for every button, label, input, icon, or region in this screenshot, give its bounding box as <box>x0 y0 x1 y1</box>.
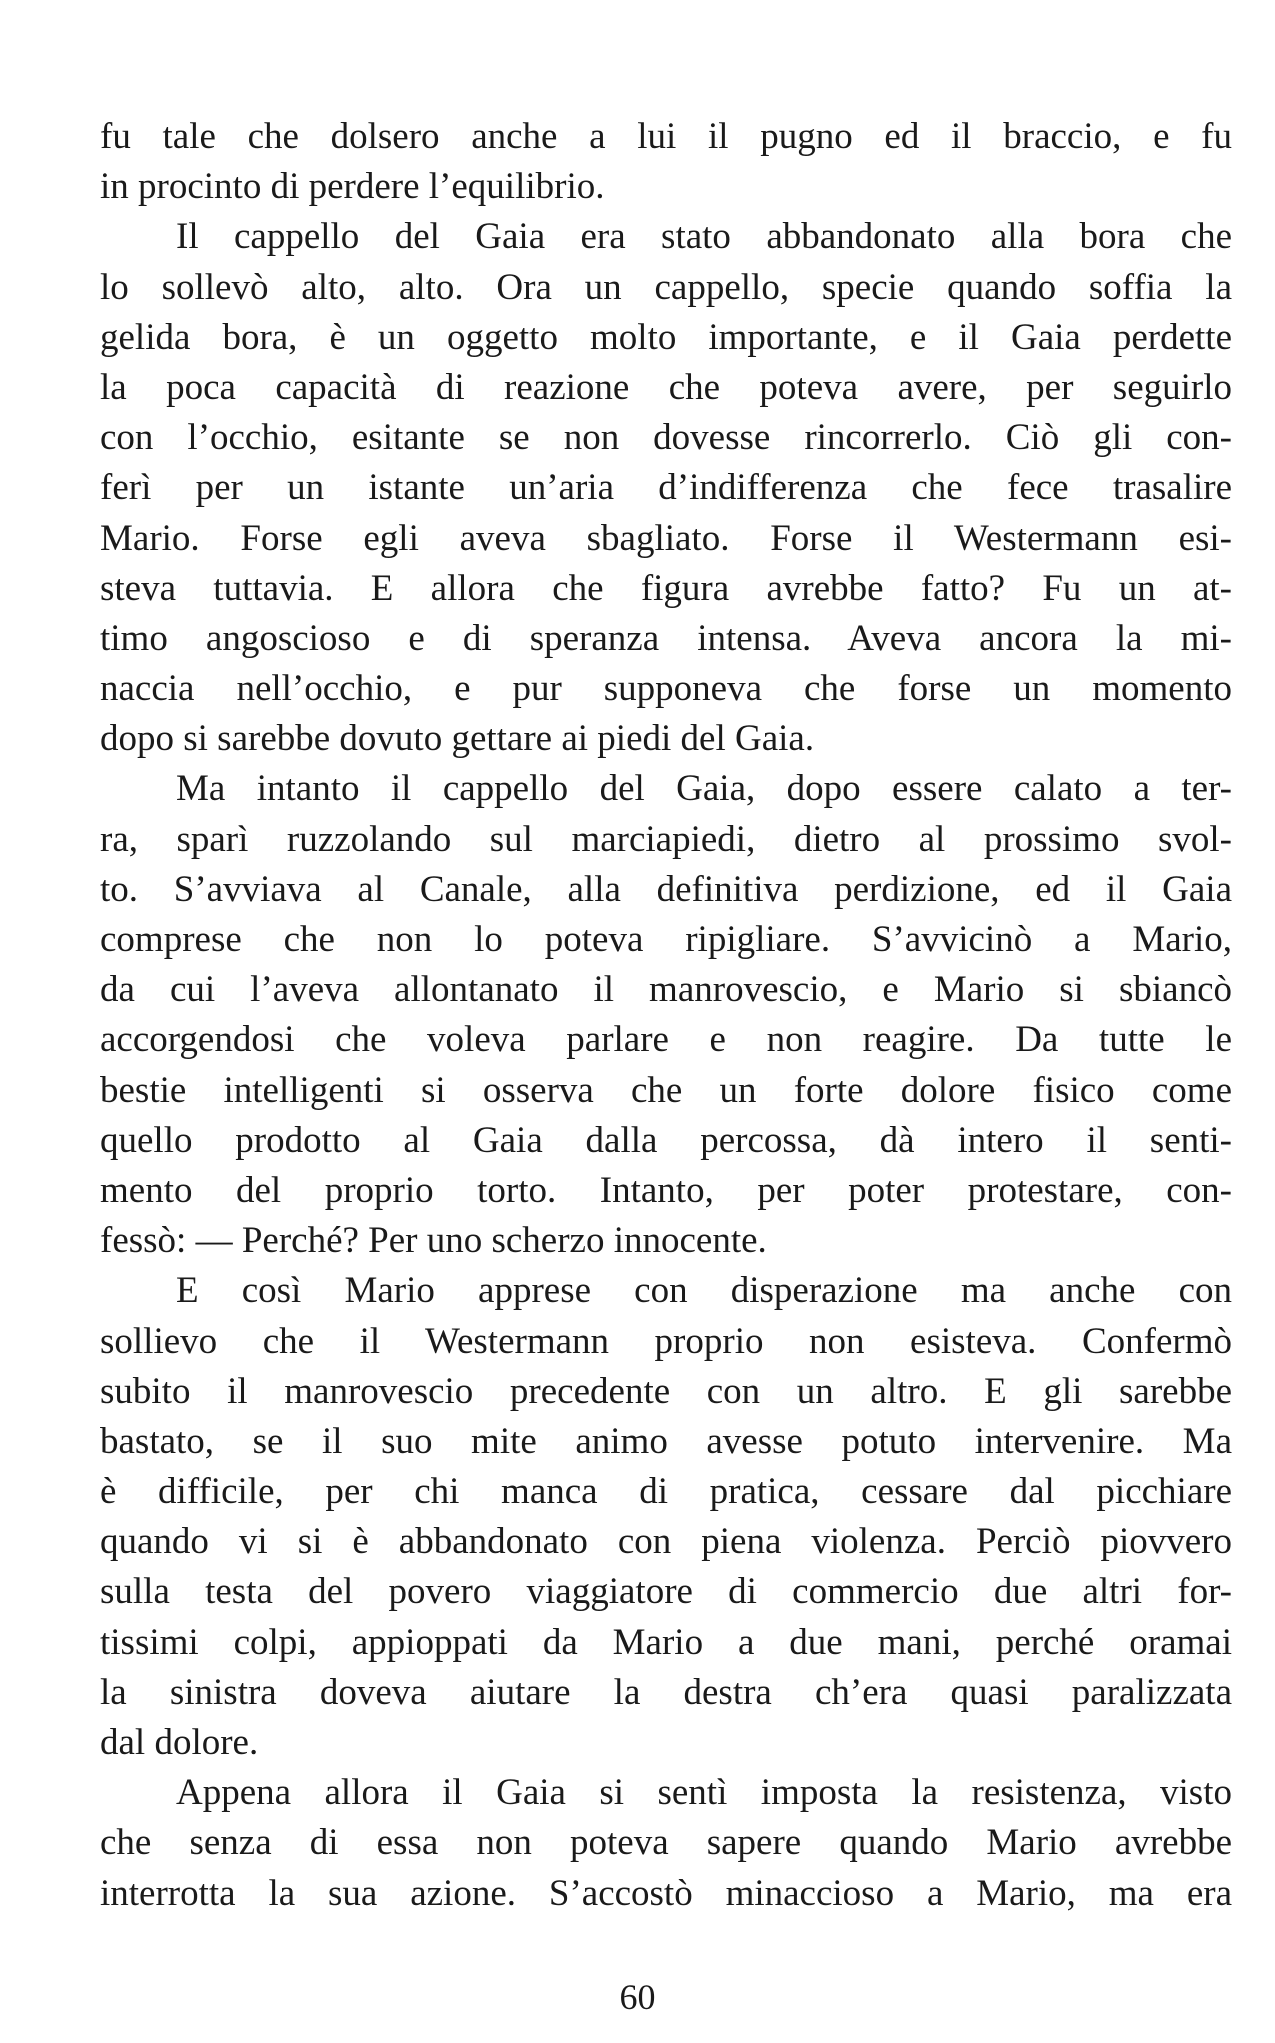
text-line: accorgendosi che voleva parlare e non reagire. Da tutte le <box>100 1019 1232 1061</box>
text-line: fessò: — Perché? Per uno scherzo innocente. <box>100 1220 767 1262</box>
text-line: fu tale che dolsero anche a lui il pugno ed il braccio, e fu <box>100 116 1232 157</box>
text-line: gelida bora, è un oggetto molto importante, e il Gaia perdette <box>100 316 1232 358</box>
text-line: tissimi colpi, appioppati da Mario a due mani, perché oramai <box>100 1621 1232 1663</box>
body-text <box>100 112 1232 1919</box>
text-line: steva tuttavia. E allora che figura avrebbe fatto? Fu un at- <box>100 567 1232 609</box>
text-line: dal dolore. <box>100 1722 259 1763</box>
text-line: con l’occhio, esitante se non dovesse rincorrerlo. Ciò gli con- <box>100 417 1232 459</box>
text-line: timo angoscioso e di speranza intensa. Aveva ancora la mi- <box>100 617 1232 659</box>
page-number: 60 <box>619 1977 656 2017</box>
text-line: Appena allora il Gaia si sentì imposta la resistenza, visto <box>176 1772 1232 1814</box>
text-line: da cui l’aveva allontanato il manrovescio, e Mario si sbiancò <box>100 969 1232 1011</box>
text-line: ferì per un istante un’aria d’indifferenza che fece trasalire <box>100 467 1232 509</box>
text-line: bestie intelligenti si osserva che un forte dolore fisico come <box>100 1069 1232 1111</box>
text-line: Mario. Forse egli aveva sbagliato. Forse il Westermann esi- <box>100 517 1232 559</box>
text-line: in procinto di perdere l’equilibrio. <box>100 166 605 208</box>
text-line: sollievo che il Westermann proprio non esisteva. Confermò <box>100 1320 1232 1362</box>
text-line: sulla testa del povero viaggiatore di commercio due altri for- <box>100 1571 1232 1613</box>
text-line: interrotta la sua azione. S’accostò minaccioso a Mario, ma era <box>100 1872 1232 1914</box>
text-line: quello prodotto al Gaia dalla percossa, dà intero il senti- <box>100 1119 1232 1161</box>
text-line: lo sollevò alto, alto. Ora un cappello, specie quando soffia la <box>100 266 1232 308</box>
text-line: quando vi si è abbandonato con piena violenza. Perciò piovvero <box>100 1521 1232 1563</box>
text-line: è difficile, per chi manca di pratica, cessare dal picchiare <box>100 1471 1232 1513</box>
text-line: to. S’avviava al Canale, alla definitiva perdizione, ed il Gaia <box>100 868 1232 910</box>
text-line: la sinistra doveva aiutare la destra ch’era quasi paralizzata <box>100 1671 1232 1713</box>
text-line: bastato, se il suo mite animo avesse potuto intervenire. Ma <box>100 1420 1232 1462</box>
text-line: subito il manrovescio precedente con un altro. E gli sarebbe <box>100 1370 1232 1412</box>
text-line: comprese che non lo poteva ripigliare. S’avvicinò a Mario, <box>100 919 1232 960</box>
text-line: la poca capacità di reazione che poteva avere, per seguirlo <box>100 366 1232 408</box>
text-line: Il cappello del Gaia era stato abbandonato alla bora che <box>176 216 1232 258</box>
text-line: che senza di essa non poteva sapere quando Mario avrebbe <box>100 1822 1232 1864</box>
text-line: Ma intanto il cappello del Gaia, dopo essere calato a ter- <box>176 768 1232 810</box>
text-line: naccia nell’occhio, e pur supponeva che forse un momento <box>100 668 1232 710</box>
text-line: E così Mario apprese con disperazione ma anche con <box>176 1270 1232 1312</box>
text-line: dopo si sarebbe dovuto gettare ai piedi del Gaia. <box>100 718 815 760</box>
text-line: ra, sparì ruzzolando sul marciapiedi, dietro al prossimo svol- <box>100 818 1232 860</box>
text-line: mento del proprio torto. Intanto, per poter protestare, con- <box>100 1169 1232 1211</box>
